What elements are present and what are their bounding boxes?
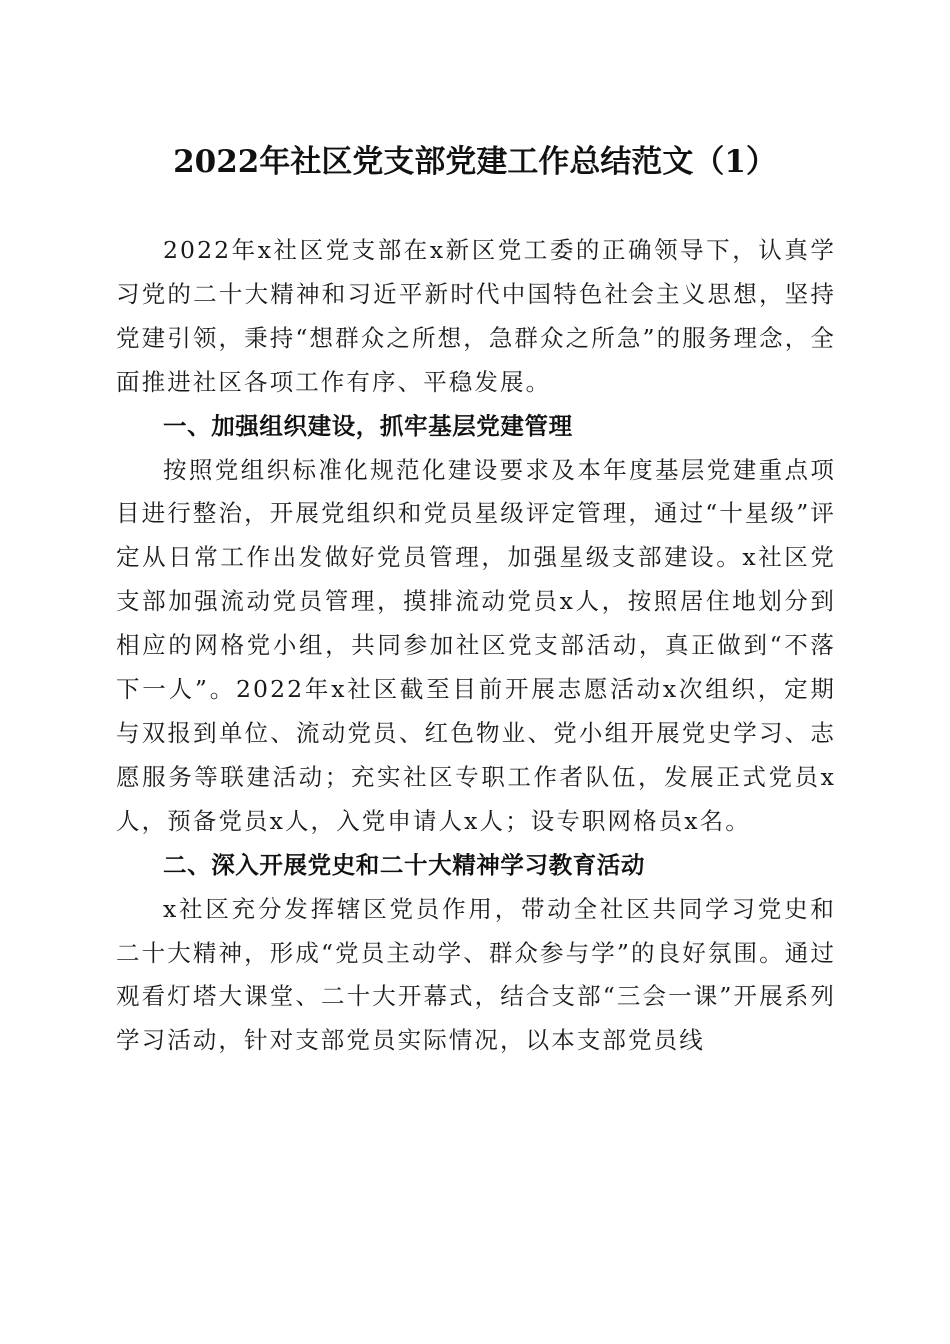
document-title: 2022年社区党支部党建工作总结范文（1）	[173, 144, 777, 180]
section-paragraph-2: x社区充分发挥辖区党员作用，带动全社区共同学习党史和二十大精神，形成“党员主动学、群众参与学”的良好氛围。通过观看灯塔大课堂、二十大开幕式，结合支部“三会一课”开展系列学习活动，针对支部党员实际情况，以本支部党员线	[116, 894, 836, 1055]
section-heading-1: 一、加强组织建设，抓牢基层党建管理	[163, 411, 573, 440]
document-body	[116, 229, 836, 1063]
intro-paragraph: 2022年x社区党支部在x新区党工委的正确领导下，认真学习党的二十大精神和习近平新时代中国特色社会主义思想，坚持党建引领，秉持“想群众之所想，急群众之所急”的服务理念，全面推进社区各项工作有序、平稳发展。	[116, 236, 836, 396]
section-paragraph-1: 按照党组织标准化规范化建设要求及本年度基层党建重点项目进行整治，开展党组织和党员星级评定管理，通过“十星级”评定从日常工作出发做好党员管理，加强星级支部建设。x社区党支部加强流动党员管理，摸排流动党员x人，按照居住地划分到相应的网格党小组，共同参加社区党支部活动，真正做到“不落下一人”。2022年x社区截至目前开展志愿活动x次组织，定期与双报到单位、流动党员、红色物业、党小组开展党史学习、志愿服务等联建活动；充实社区专职工作者队伍，发展正式党员x人，预备党员x人，入党申请人x人；设专职网格员x名。	[116, 455, 836, 835]
section-heading-2: 二、深入开展党史和二十大精神学习教育活动	[163, 850, 645, 879]
